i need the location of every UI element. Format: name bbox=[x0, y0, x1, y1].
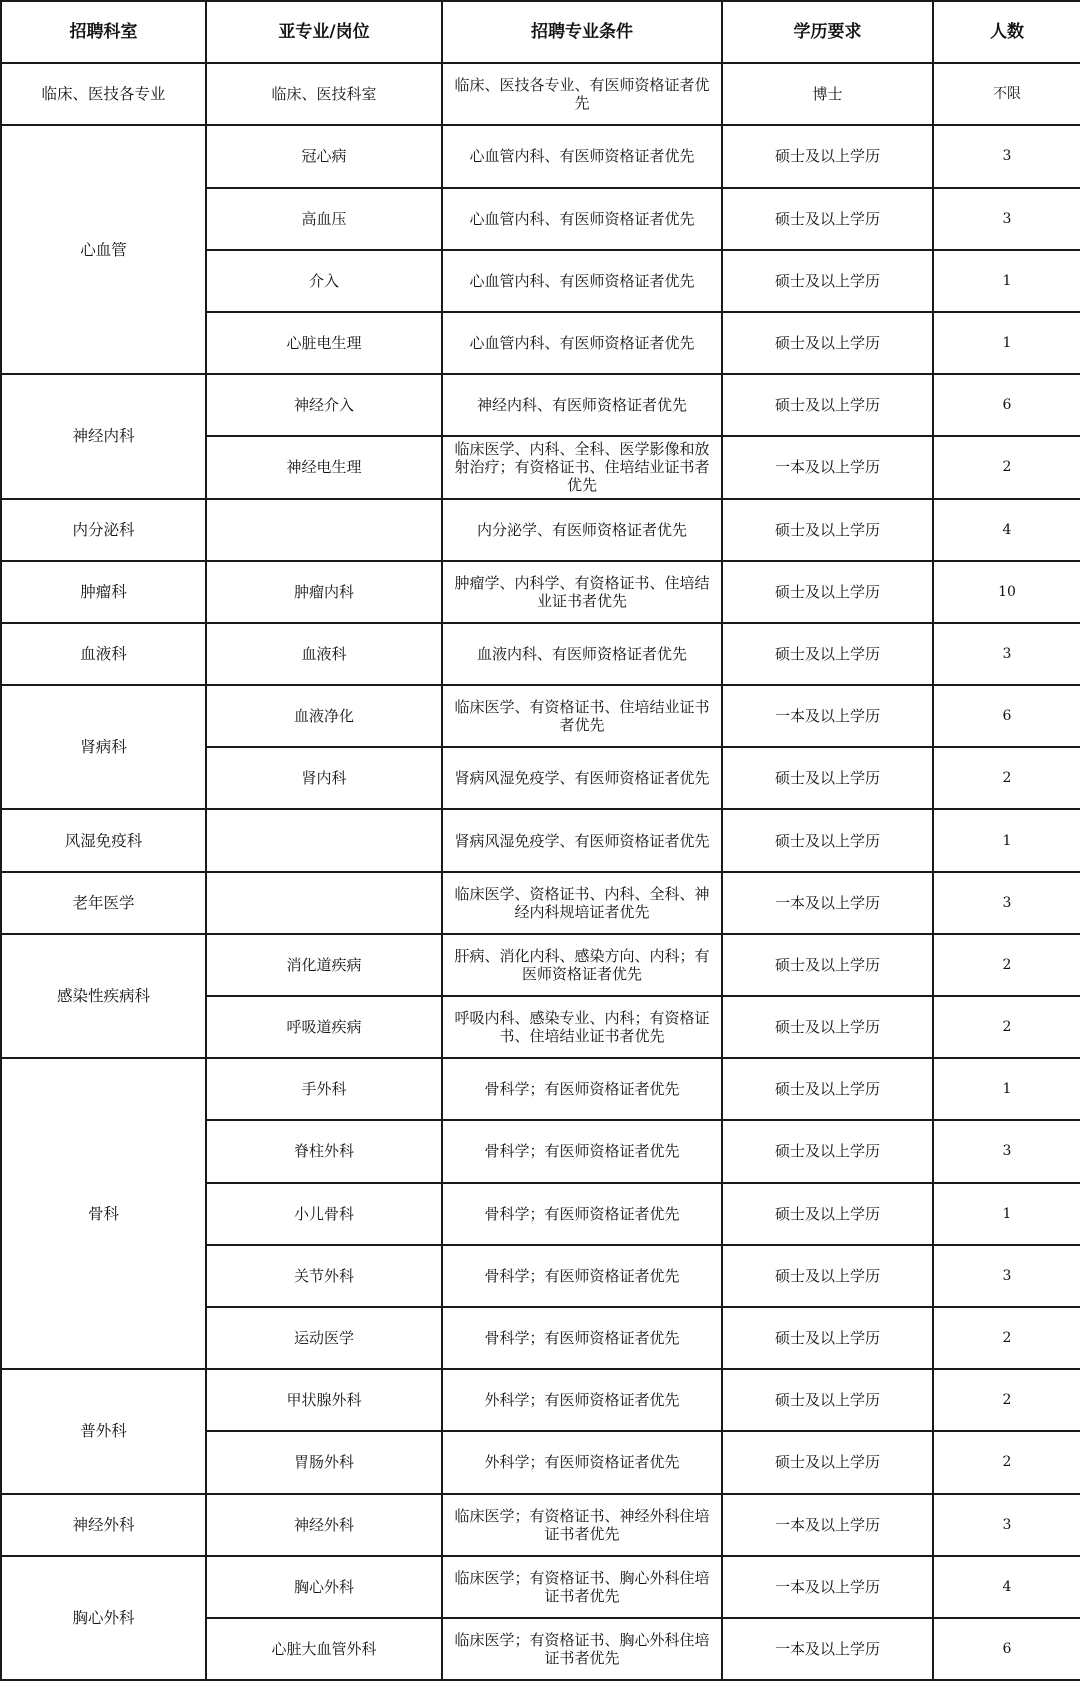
education-cell: 硕士及以上学历 bbox=[722, 188, 933, 250]
table-row bbox=[1, 1058, 1080, 1120]
education-cell: 硕士及以上学历 bbox=[722, 623, 933, 685]
subspecialty-cell: 小儿骨科 bbox=[206, 1183, 442, 1245]
conditions-cell: 神经内科、有医师资格证者优先 bbox=[442, 374, 722, 436]
conditions-cell: 肾病风湿免疫学、有医师资格证者优先 bbox=[442, 809, 722, 871]
table-row bbox=[1, 1494, 1080, 1556]
education-cell: 一本及以上学历 bbox=[722, 685, 933, 747]
education-cell: 硕士及以上学历 bbox=[722, 250, 933, 312]
conditions-cell: 心血管内科、有医师资格证者优先 bbox=[442, 250, 722, 312]
table-row bbox=[1, 125, 1080, 187]
subspecialty-cell bbox=[206, 872, 442, 934]
education-cell: 一本及以上学历 bbox=[722, 1494, 933, 1556]
header-department: 招聘科室 bbox=[1, 1, 206, 63]
subspecialty-cell: 脊柱外科 bbox=[206, 1120, 442, 1182]
table-row bbox=[1, 872, 1080, 934]
department-cell: 胸心外科 bbox=[1, 1556, 206, 1680]
department-cell: 内分泌科 bbox=[1, 499, 206, 561]
education-cell: 一本及以上学历 bbox=[722, 1618, 933, 1680]
subspecialty-cell: 神经电生理 bbox=[206, 436, 442, 498]
headcount-cell: 1 bbox=[933, 1058, 1080, 1120]
subspecialty-cell: 胃肠外科 bbox=[206, 1431, 442, 1493]
conditions-cell: 外科学；有医师资格证者优先 bbox=[442, 1431, 722, 1493]
headcount-cell: 2 bbox=[933, 436, 1080, 498]
headcount-cell: 1 bbox=[933, 250, 1080, 312]
headcount-cell: 3 bbox=[933, 1494, 1080, 1556]
subspecialty-cell: 甲状腺外科 bbox=[206, 1369, 442, 1431]
subspecialty-cell: 心脏大血管外科 bbox=[206, 1618, 442, 1680]
subspecialty-cell: 运动医学 bbox=[206, 1307, 442, 1369]
department-cell: 神经内科 bbox=[1, 374, 206, 498]
education-cell: 硕士及以上学历 bbox=[722, 934, 933, 996]
conditions-cell: 血液内科、有医师资格证者优先 bbox=[442, 623, 722, 685]
education-cell: 硕士及以上学历 bbox=[722, 1120, 933, 1182]
conditions-cell: 肾病风湿免疫学、有医师资格证者优先 bbox=[442, 747, 722, 809]
conditions-cell: 骨科学；有医师资格证者优先 bbox=[442, 1307, 722, 1369]
table-row bbox=[1, 685, 1080, 747]
education-cell: 硕士及以上学历 bbox=[722, 996, 933, 1058]
table-row bbox=[1, 499, 1080, 561]
headcount-cell: 4 bbox=[933, 499, 1080, 561]
headcount-cell: 6 bbox=[933, 1618, 1080, 1680]
headcount-cell: 3 bbox=[933, 872, 1080, 934]
headcount-cell: 3 bbox=[933, 623, 1080, 685]
headcount-cell: 2 bbox=[933, 1431, 1080, 1493]
education-cell: 硕士及以上学历 bbox=[722, 1369, 933, 1431]
department-cell: 感染性疾病科 bbox=[1, 934, 206, 1058]
header-conditions: 招聘专业条件 bbox=[442, 1, 722, 63]
table-row bbox=[1, 934, 1080, 996]
department-cell: 肾病科 bbox=[1, 685, 206, 809]
header-subspecialty: 亚专业/岗位 bbox=[206, 1, 442, 63]
education-cell: 硕士及以上学历 bbox=[722, 747, 933, 809]
headcount-cell: 2 bbox=[933, 747, 1080, 809]
headcount-cell: 3 bbox=[933, 1245, 1080, 1307]
headcount-cell: 1 bbox=[933, 1183, 1080, 1245]
table-row bbox=[1, 1369, 1080, 1431]
education-cell: 硕士及以上学历 bbox=[722, 1431, 933, 1493]
conditions-cell: 内分泌学、有医师资格证者优先 bbox=[442, 499, 722, 561]
conditions-cell: 临床、医技各专业、有医师资格证者优先 bbox=[442, 63, 722, 125]
conditions-cell: 骨科学；有医师资格证者优先 bbox=[442, 1058, 722, 1120]
conditions-cell: 骨科学；有医师资格证者优先 bbox=[442, 1245, 722, 1307]
conditions-cell: 骨科学；有医师资格证者优先 bbox=[442, 1183, 722, 1245]
table-row bbox=[1, 623, 1080, 685]
header-row bbox=[1, 1, 1080, 63]
headcount-cell: 6 bbox=[933, 685, 1080, 747]
subspecialty-cell: 呼吸道疾病 bbox=[206, 996, 442, 1058]
headcount-cell: 2 bbox=[933, 1307, 1080, 1369]
headcount-cell: 4 bbox=[933, 1556, 1080, 1618]
subspecialty-cell: 手外科 bbox=[206, 1058, 442, 1120]
conditions-cell: 呼吸内科、感染专业、内科；有资格证书、住培结业证书者优先 bbox=[442, 996, 722, 1058]
headcount-cell: 不限 bbox=[933, 63, 1080, 125]
headcount-cell: 2 bbox=[933, 934, 1080, 996]
department-cell: 普外科 bbox=[1, 1369, 206, 1493]
subspecialty-cell: 神经外科 bbox=[206, 1494, 442, 1556]
education-cell: 硕士及以上学历 bbox=[722, 499, 933, 561]
conditions-cell: 肿瘤学、内科学、有资格证书、住培结业证书者优先 bbox=[442, 561, 722, 623]
education-cell: 一本及以上学历 bbox=[722, 872, 933, 934]
headcount-cell: 6 bbox=[933, 374, 1080, 436]
subspecialty-cell: 肾内科 bbox=[206, 747, 442, 809]
subspecialty-cell: 心脏电生理 bbox=[206, 312, 442, 374]
headcount-cell: 2 bbox=[933, 1369, 1080, 1431]
conditions-cell: 骨科学；有医师资格证者优先 bbox=[442, 1120, 722, 1182]
education-cell: 硕士及以上学历 bbox=[722, 561, 933, 623]
headcount-cell: 1 bbox=[933, 312, 1080, 374]
education-cell: 硕士及以上学历 bbox=[722, 1245, 933, 1307]
education-cell: 博士 bbox=[722, 63, 933, 125]
education-cell: 硕士及以上学历 bbox=[722, 374, 933, 436]
conditions-cell: 肝病、消化内科、感染方向、内科；有医师资格证者优先 bbox=[442, 934, 722, 996]
subspecialty-cell: 消化道疾病 bbox=[206, 934, 442, 996]
table-row bbox=[1, 63, 1080, 125]
education-cell: 一本及以上学历 bbox=[722, 1556, 933, 1618]
conditions-cell: 临床医学、有资格证书、住培结业证书者优先 bbox=[442, 685, 722, 747]
headcount-cell: 10 bbox=[933, 561, 1080, 623]
education-cell: 硕士及以上学历 bbox=[722, 125, 933, 187]
headcount-cell: 1 bbox=[933, 809, 1080, 871]
subspecialty-cell: 肿瘤内科 bbox=[206, 561, 442, 623]
subspecialty-cell bbox=[206, 499, 442, 561]
education-cell: 硕士及以上学历 bbox=[722, 1058, 933, 1120]
conditions-cell: 心血管内科、有医师资格证者优先 bbox=[442, 312, 722, 374]
subspecialty-cell: 介入 bbox=[206, 250, 442, 312]
conditions-cell: 临床医学；有资格证书、神经外科住培证书者优先 bbox=[442, 1494, 722, 1556]
conditions-cell: 临床医学、内科、全科、医学影像和放射治疗；有资格证书、住培结业证书者优先 bbox=[442, 436, 722, 498]
subspecialty-cell: 血液科 bbox=[206, 623, 442, 685]
table-row bbox=[1, 809, 1080, 871]
department-cell: 老年医学 bbox=[1, 872, 206, 934]
education-cell: 硕士及以上学历 bbox=[722, 809, 933, 871]
subspecialty-cell: 临床、医技科室 bbox=[206, 63, 442, 125]
header-education: 学历要求 bbox=[722, 1, 933, 63]
subspecialty-cell bbox=[206, 809, 442, 871]
headcount-cell: 3 bbox=[933, 1120, 1080, 1182]
conditions-cell: 心血管内科、有医师资格证者优先 bbox=[442, 188, 722, 250]
table-row bbox=[1, 561, 1080, 623]
table-row bbox=[1, 1556, 1080, 1618]
education-cell: 硕士及以上学历 bbox=[722, 1183, 933, 1245]
conditions-cell: 心血管内科、有医师资格证者优先 bbox=[442, 125, 722, 187]
conditions-cell: 临床医学、资格证书、内科、全科、神经内科规培证者优先 bbox=[442, 872, 722, 934]
subspecialty-cell: 高血压 bbox=[206, 188, 442, 250]
header-headcount: 人数 bbox=[933, 1, 1080, 63]
subspecialty-cell: 胸心外科 bbox=[206, 1556, 442, 1618]
department-cell: 神经外科 bbox=[1, 1494, 206, 1556]
department-cell: 心血管 bbox=[1, 125, 206, 374]
department-cell: 血液科 bbox=[1, 623, 206, 685]
department-cell: 肿瘤科 bbox=[1, 561, 206, 623]
education-cell: 硕士及以上学历 bbox=[722, 1307, 933, 1369]
conditions-cell: 临床医学；有资格证书、胸心外科住培证书者优先 bbox=[442, 1556, 722, 1618]
headcount-cell: 3 bbox=[933, 188, 1080, 250]
conditions-cell: 临床医学；有资格证书、胸心外科住培证书者优先 bbox=[442, 1618, 722, 1680]
department-cell: 风湿免疫科 bbox=[1, 809, 206, 871]
department-cell: 临床、医技各专业 bbox=[1, 63, 206, 125]
subspecialty-cell: 血液净化 bbox=[206, 685, 442, 747]
table-body bbox=[1, 63, 1080, 1680]
subspecialty-cell: 冠心病 bbox=[206, 125, 442, 187]
education-cell: 一本及以上学历 bbox=[722, 436, 933, 498]
headcount-cell: 3 bbox=[933, 125, 1080, 187]
subspecialty-cell: 关节外科 bbox=[206, 1245, 442, 1307]
education-cell: 硕士及以上学历 bbox=[722, 312, 933, 374]
subspecialty-cell: 神经介入 bbox=[206, 374, 442, 436]
headcount-cell: 2 bbox=[933, 996, 1080, 1058]
department-cell: 骨科 bbox=[1, 1058, 206, 1369]
conditions-cell: 外科学；有医师资格证者优先 bbox=[442, 1369, 722, 1431]
table-row bbox=[1, 374, 1080, 436]
